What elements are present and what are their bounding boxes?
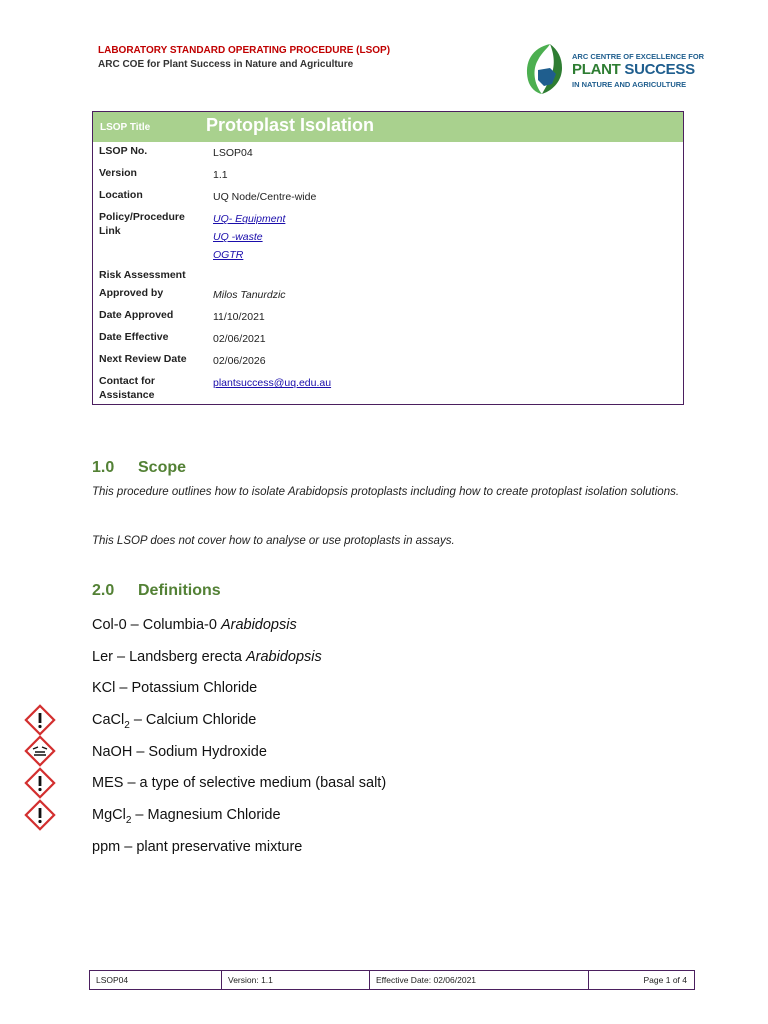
row-version: Version 1.1 [99,167,228,181]
row-lsop-no: LSOP No. LSOP04 [99,145,253,159]
row-location: Location UQ Node/Centre-wide [99,189,317,203]
footer-page-number: Page 1 of 4 [643,975,687,985]
arc-plant-success-logo [520,40,705,100]
logo-line3: IN NATURE AND AGRICULTURE [572,80,687,89]
exclamation-icon [24,704,56,736]
row-contact: Contact for Assistance plantsuccess@uq.edu.au [93,372,683,404]
header-title: LABORATORY STANDARD OPERATING PROCEDURE (LSOP) [98,45,391,56]
row-approved-by: Approved by Milos Tanurdzic [99,287,286,301]
row-next-review: Next Review Date 02/06/2026 [99,353,266,367]
row-date-approved: Date Approved 11/10/2021 [99,309,265,323]
logo-line1: ARC CENTRE OF EXCELLENCE FOR [572,52,705,61]
definition-item: KCl – Potassium Chloride [92,680,258,696]
row-risk-assessment: Risk Assessment [99,269,186,281]
row-date-effective: Date Effective 02/06/2021 [99,331,266,345]
definition-item: MgCl$_2$ – Magnesium Chloride [92,807,281,826]
row-policy: Policy/Procedure Link UQ- Equipment UQ -waste OGTR [93,208,683,266]
footer-effective-date: Effective Date: 02/06/2021 [370,971,589,989]
exclamation-icon [24,799,56,831]
header-subtitle: ARC COE for Plant Success in Nature and Agriculture [98,59,354,70]
scope-paragraph-2: This LSOP does not cover how to analyse or use protoplasts in assays. [92,535,455,547]
lsop-title-row [93,112,683,142]
exclamation-icon [24,767,56,799]
logo-line2: PLANT SUCCESS [572,61,695,78]
footer-doc: LSOP04 [90,971,222,989]
corrosive-icon [24,735,56,767]
definition-item: Col-0 – Columbia-0 Arabidopsis [92,617,297,633]
leaf-australia-icon [520,40,572,96]
link-uq-waste[interactable]: UQ -waste [213,231,263,243]
definition-item: ppm – plant preservative mixture [92,839,303,855]
definition-item: MES – a type of selective medium (basal salt) [92,775,387,791]
definition-item: CaCl$_2$ – Calcium Chloride [92,712,257,731]
link-ogtr[interactable]: OGTR [213,249,244,261]
footer-version: Version: 1.1 [222,971,370,989]
definition-item: NaOH – Sodium Hydroxide [92,744,267,760]
lsop-title-value: Protoplast Isolation [206,115,375,135]
definitions-heading: 2.0 Definitions [92,582,221,599]
contact-email-link[interactable]: plantsuccess@uq.edu.au [213,377,332,389]
page-footer [89,970,695,990]
definition-item: Ler – Landsberg erecta Arabidopsis [92,649,322,665]
scope-heading: 1.0 Scope [92,459,187,476]
lsop-metadata-table [92,111,684,405]
scope-paragraph-1: This procedure outlines how to isolate Arabidopsis protoplasts including how to create protoplast isolation solutions. [92,486,680,498]
lsop-title-key: LSOP Title [100,122,151,133]
link-uq-equipment[interactable]: UQ- Equipment [213,213,286,225]
